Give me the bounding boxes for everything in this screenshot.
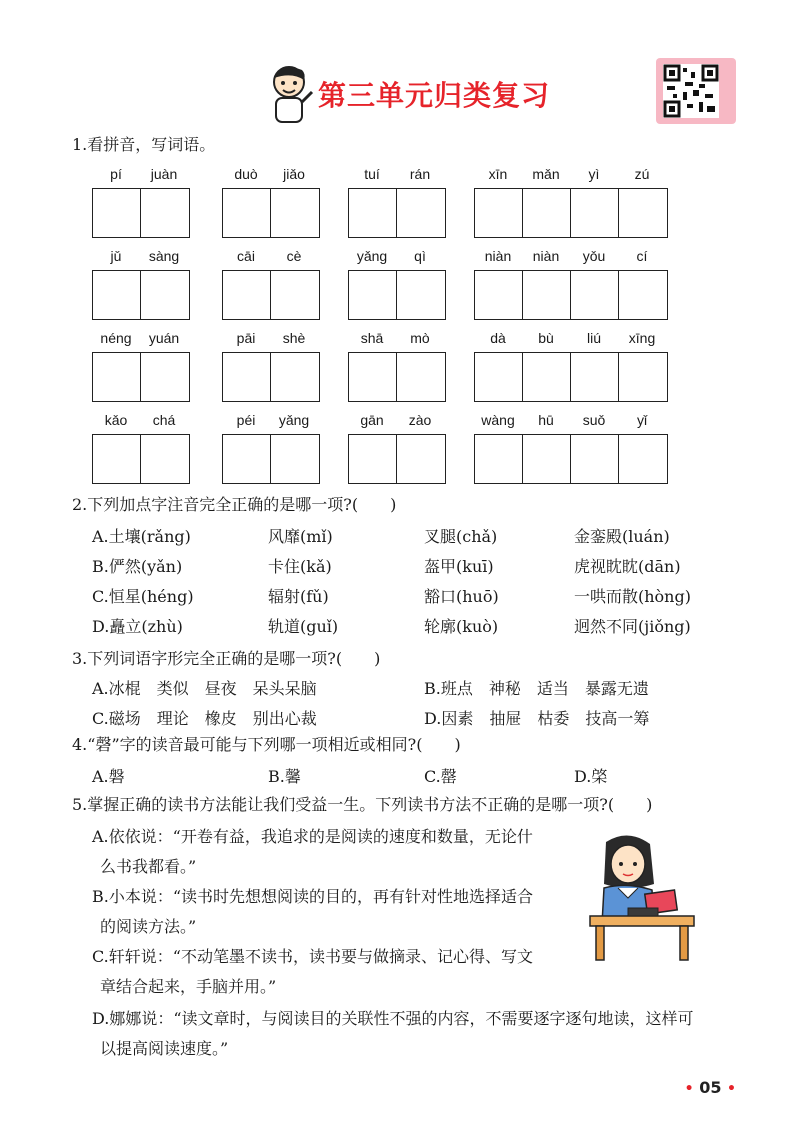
writing-cell[interactable] bbox=[93, 435, 141, 483]
writing-cell[interactable] bbox=[397, 271, 445, 319]
pinyin-syllable: dà bbox=[490, 330, 506, 346]
pinyin-syllable: zú bbox=[634, 166, 650, 182]
question-3-option-a: A.冰棍 类似 昼夜 呆头呆脑 bbox=[92, 679, 317, 698]
question-5-option-c-line-2: 章结合起来，手脑并用。” bbox=[100, 977, 277, 996]
page-title: 第三单元归类复习 bbox=[318, 79, 551, 112]
question-2-option: 辐射(fǔ) bbox=[268, 587, 329, 606]
writing-cell[interactable] bbox=[141, 271, 189, 319]
writing-boxes bbox=[348, 270, 446, 320]
pinyin-syllable: néng bbox=[100, 330, 132, 346]
writing-cell[interactable] bbox=[619, 435, 667, 483]
question-2-option: 轨道(guǐ) bbox=[268, 617, 339, 636]
pinyin-syllable: yuán bbox=[148, 330, 180, 346]
question-2-option: D.矗立(zhù) bbox=[92, 617, 183, 636]
question-4-option-d: D.棨 bbox=[574, 767, 608, 786]
question-2-option: 一哄而散(hòng) bbox=[574, 587, 691, 606]
pinyin-syllable: cè bbox=[286, 248, 302, 264]
question-3-label: 3.下列词语字形完全正确的是哪一项?( ) bbox=[72, 649, 381, 668]
question-5-option-b-line-1: B.小本说：“读书时先想想阅读的目的，再有针对性地选择适合 bbox=[92, 887, 534, 906]
question-2-option: A.土壤(rǎng) bbox=[92, 527, 191, 546]
writing-cell[interactable] bbox=[223, 189, 271, 237]
question-2-option: 迥然不同(jiǒng) bbox=[574, 617, 691, 636]
writing-boxes bbox=[92, 270, 190, 320]
writing-cell[interactable] bbox=[475, 353, 523, 401]
writing-cell[interactable] bbox=[475, 435, 523, 483]
pinyin-syllable: bù bbox=[538, 330, 554, 346]
pinyin-syllable: qì bbox=[414, 248, 426, 264]
question-2-option: C.恒星(héng) bbox=[92, 587, 194, 606]
writing-cell[interactable] bbox=[141, 353, 189, 401]
question-5-option-c-line-1: C.轩轩说：“不动笔墨不读书，读书要与做摘录、记心得、写文 bbox=[92, 947, 533, 966]
writing-cell[interactable] bbox=[523, 189, 571, 237]
pinyin-syllable: yì bbox=[588, 166, 600, 182]
pinyin-syllable: niàn bbox=[532, 248, 560, 264]
question-2-option: 虎视眈眈(dān) bbox=[574, 557, 681, 576]
question-2-option: 轮廓(kuò) bbox=[424, 617, 499, 636]
pinyin-writing-grid bbox=[92, 166, 672, 486]
qr-code-icon[interactable] bbox=[656, 58, 736, 124]
writing-cell[interactable] bbox=[571, 435, 619, 483]
pinyin-syllable: niàn bbox=[484, 248, 512, 264]
pinyin-syllable: duò bbox=[234, 166, 258, 182]
question-5-option-a-line-1: A.依依说：“开卷有益，我追求的是阅读的速度和数量，无论什 bbox=[92, 827, 533, 846]
pinyin-syllable: tuí bbox=[364, 166, 380, 182]
writing-boxes bbox=[222, 352, 320, 402]
writing-cell[interactable] bbox=[141, 435, 189, 483]
writing-cell[interactable] bbox=[349, 435, 397, 483]
pinyin-syllable: rán bbox=[409, 166, 431, 182]
writing-boxes bbox=[92, 434, 190, 484]
writing-cell[interactable] bbox=[523, 435, 571, 483]
writing-cell[interactable] bbox=[349, 271, 397, 319]
writing-cell[interactable] bbox=[619, 189, 667, 237]
writing-cell[interactable] bbox=[523, 353, 571, 401]
writing-cell[interactable] bbox=[475, 189, 523, 237]
pinyin-syllable: shè bbox=[282, 330, 306, 346]
writing-boxes bbox=[92, 188, 190, 238]
pinyin-syllable: péi bbox=[236, 412, 256, 428]
writing-cell[interactable] bbox=[475, 271, 523, 319]
pinyin-syllable: liú bbox=[586, 330, 601, 346]
question-2-option: 盔甲(kuī) bbox=[424, 557, 494, 576]
writing-cell[interactable] bbox=[397, 435, 445, 483]
question-4-option-b: B.馨 bbox=[268, 767, 301, 786]
question-4-option-a: A.磐 bbox=[92, 767, 125, 786]
pinyin-syllable: zào bbox=[408, 412, 432, 428]
girl-reading-illustration bbox=[588, 832, 698, 962]
writing-boxes bbox=[474, 270, 668, 320]
pinyin-syllable: wàng bbox=[481, 412, 515, 428]
question-5-option-b-line-2: 的阅读方法。” bbox=[100, 917, 197, 936]
writing-cell[interactable] bbox=[271, 189, 319, 237]
writing-boxes bbox=[348, 352, 446, 402]
writing-boxes bbox=[474, 188, 668, 238]
pinyin-syllable: pāi bbox=[236, 330, 256, 346]
question-3-option-c: C.磁场 理论 橡皮 别出心裁 bbox=[92, 709, 317, 728]
writing-boxes bbox=[222, 270, 320, 320]
pinyin-syllable: yǎng bbox=[278, 412, 310, 428]
pinyin-syllable: yǒu bbox=[582, 248, 606, 264]
pinyin-syllable: hū bbox=[538, 412, 554, 428]
question-2-label: 2.下列加点字注音完全正确的是哪一项?( ) bbox=[72, 495, 397, 514]
question-5-option-d-line-1: D.娜娜说：“读文章时，与阅读目的关联性不强的内容，不需要逐字逐句地读，这样可 bbox=[92, 1009, 694, 1028]
pinyin-syllable: cí bbox=[636, 248, 648, 264]
pinyin-syllable: sàng bbox=[148, 248, 180, 264]
writing-cell[interactable] bbox=[223, 271, 271, 319]
writing-boxes bbox=[222, 188, 320, 238]
writing-boxes bbox=[348, 434, 446, 484]
writing-boxes bbox=[92, 352, 190, 402]
writing-cell[interactable] bbox=[523, 271, 571, 319]
writing-cell[interactable] bbox=[93, 271, 141, 319]
pinyin-syllable: xīng bbox=[628, 330, 656, 346]
pinyin-syllable: jiǎo bbox=[283, 166, 305, 182]
writing-cell[interactable] bbox=[271, 271, 319, 319]
question-2-option: 卡住(kǎ) bbox=[268, 557, 332, 576]
question-1-label: 1.看拼音，写词语。 bbox=[72, 135, 216, 154]
pinyin-syllable: yǐ bbox=[636, 412, 648, 428]
writing-cell[interactable] bbox=[271, 435, 319, 483]
writing-cell[interactable] bbox=[223, 353, 271, 401]
writing-cell[interactable] bbox=[93, 353, 141, 401]
writing-cell[interactable] bbox=[571, 189, 619, 237]
question-5-label: 5.掌握正确的读书方法能让我们受益一生。下列读书方法不正确的是哪一项?( ) bbox=[72, 795, 653, 814]
writing-cell[interactable] bbox=[223, 435, 271, 483]
pinyin-syllable: gān bbox=[360, 412, 384, 428]
question-2-option: 风靡(mǐ) bbox=[268, 527, 333, 546]
question-2-option: 豁口(huō) bbox=[424, 587, 499, 606]
writing-cell[interactable] bbox=[571, 271, 619, 319]
question-2-option: 金銮殿(luán) bbox=[574, 527, 670, 546]
question-5-option-a-line-2: 么书我都看。” bbox=[100, 857, 197, 876]
writing-cell[interactable] bbox=[619, 353, 667, 401]
pinyin-syllable: mò bbox=[410, 330, 430, 346]
pinyin-syllable: juàn bbox=[150, 166, 178, 182]
writing-cell[interactable] bbox=[571, 353, 619, 401]
writing-boxes bbox=[222, 434, 320, 484]
pinyin-syllable: suǒ bbox=[582, 412, 606, 428]
writing-cell[interactable] bbox=[349, 189, 397, 237]
pinyin-syllable: jǔ bbox=[110, 248, 122, 264]
question-3-option-b: B.班点 神秘 适当 暴露无遗 bbox=[424, 679, 649, 698]
writing-cell[interactable] bbox=[141, 189, 189, 237]
pinyin-syllable: xīn bbox=[488, 166, 508, 182]
question-4-option-c: C.罄 bbox=[424, 767, 457, 786]
writing-boxes bbox=[474, 352, 668, 402]
question-5-option-d-line-2: 以提高阅读速度。” bbox=[100, 1039, 229, 1058]
writing-cell[interactable] bbox=[397, 189, 445, 237]
writing-cell[interactable] bbox=[619, 271, 667, 319]
pinyin-syllable: chá bbox=[152, 412, 176, 428]
pinyin-syllable: pí bbox=[110, 166, 122, 182]
page-number: • 05 • bbox=[684, 1078, 736, 1097]
writing-boxes bbox=[474, 434, 668, 484]
writing-cell[interactable] bbox=[93, 189, 141, 237]
question-4-label: 4.“磬”字的读音最可能与下列哪一项相近或相同?( ) bbox=[72, 735, 461, 754]
question-2-option: 叉腿(chǎ) bbox=[424, 527, 498, 546]
writing-cell[interactable] bbox=[397, 353, 445, 401]
pinyin-syllable: kǎo bbox=[104, 412, 128, 428]
question-2-option: B.俨然(yǎn) bbox=[92, 557, 183, 576]
writing-cell[interactable] bbox=[349, 353, 397, 401]
writing-boxes bbox=[348, 188, 446, 238]
pinyin-syllable: shā bbox=[360, 330, 384, 346]
pinyin-syllable: cāi bbox=[237, 248, 255, 264]
pinyin-syllable: mǎn bbox=[532, 166, 560, 182]
pinyin-syllable: yǎng bbox=[356, 248, 388, 264]
mascot-boy-icon bbox=[262, 62, 316, 126]
writing-cell[interactable] bbox=[271, 353, 319, 401]
question-3-option-d: D.因素 抽屉 枯委 技高一筹 bbox=[424, 709, 650, 728]
